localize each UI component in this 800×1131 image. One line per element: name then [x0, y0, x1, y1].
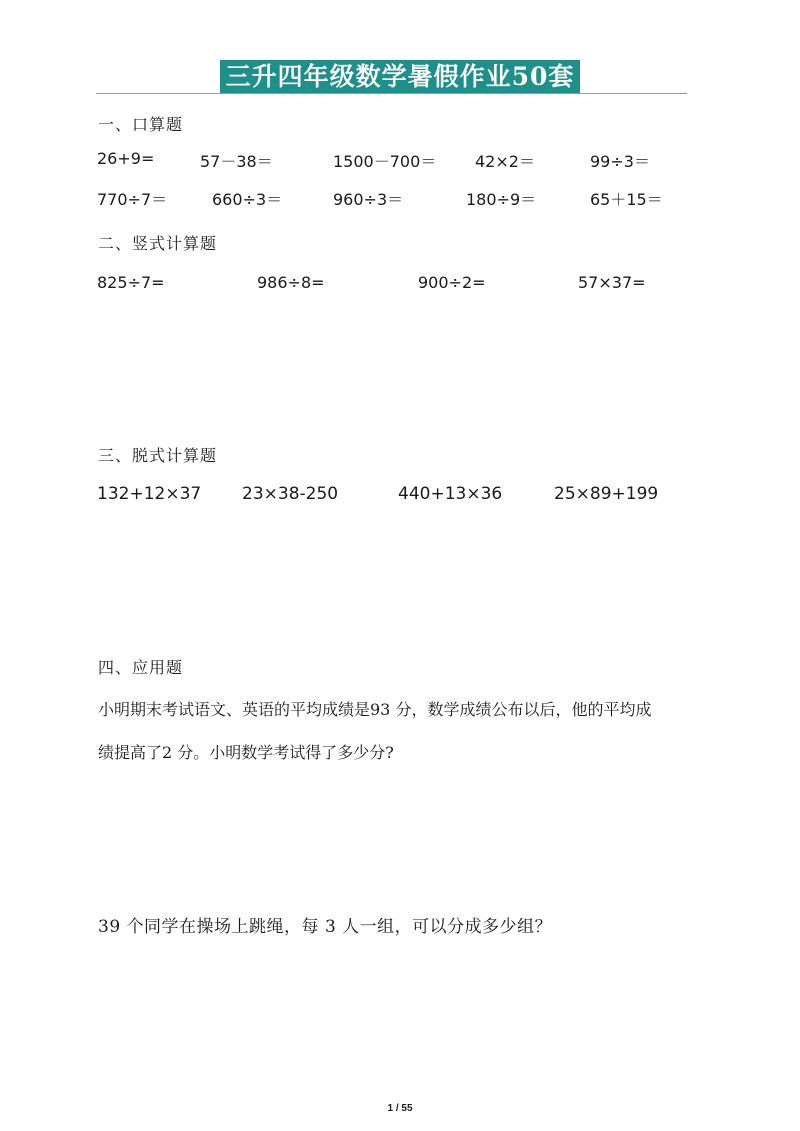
- oral-item: 26+9=: [97, 149, 155, 168]
- section-word-heading: 四、应用题: [98, 658, 184, 677]
- oral-item: 42×2＝: [475, 152, 535, 171]
- oral-item: 660÷3＝: [212, 190, 283, 209]
- oral-item: 960÷3＝: [333, 190, 404, 209]
- oral-item: 1500－700＝: [333, 152, 437, 171]
- section-oral-heading: 一、口算题: [98, 115, 184, 134]
- stepwise-item: 23×38-250: [242, 484, 339, 504]
- word-problem-1-line-1: 小明期末考试语文、英语的平均成绩是93 分，数学成绩公布以后，他的平均成: [98, 700, 652, 719]
- vertical-item: 825÷7=: [97, 273, 165, 292]
- vertical-item: 986÷8=: [257, 273, 325, 292]
- title-divider: [96, 93, 687, 94]
- oral-item: 180÷9＝: [466, 190, 537, 209]
- section-vertical-heading: 二、竖式计算题: [98, 234, 218, 253]
- page-title: 三升四年级数学暑假作业50套: [220, 60, 581, 94]
- oral-item: 770÷7＝: [97, 190, 168, 209]
- page-number: 1 / 55: [387, 1103, 413, 1114]
- stepwise-item: 440+13×36: [398, 484, 503, 504]
- vertical-item: 57×37=: [578, 273, 646, 292]
- stepwise-item: 132+12×37: [97, 484, 202, 504]
- word-problem-1-line-2: 绩提高了2 分。小明数学考试得了多少分?: [98, 743, 394, 762]
- vertical-item: 900÷2=: [418, 273, 486, 292]
- word-problem-2: 39 个同学在操场上跳绳，每 3 人一组，可以分成多少组？: [98, 917, 553, 937]
- oral-item: 99÷3＝: [590, 152, 650, 171]
- section-stepwise-heading: 三、脱式计算题: [98, 446, 218, 465]
- stepwise-item: 25×89+199: [554, 484, 659, 504]
- oral-item: 65＋15＝: [590, 190, 663, 209]
- oral-item: 57－38＝: [200, 152, 273, 171]
- title-container: [0, 60, 800, 94]
